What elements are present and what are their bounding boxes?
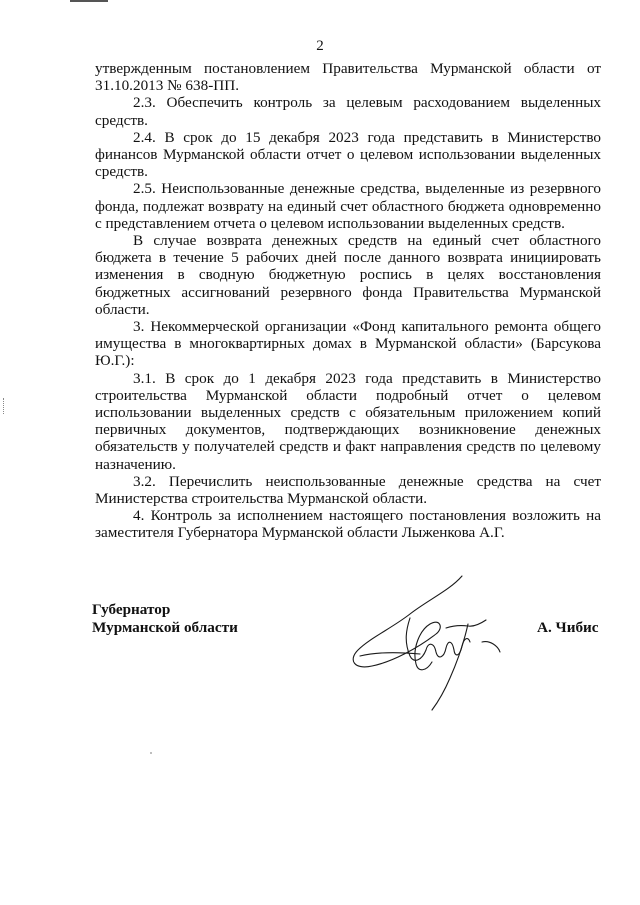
- signatory-title-line2: Мурманской области: [92, 618, 238, 636]
- paragraph-2-5: 2.5. Неиспользованные денежные средства, выделенные из резервного фонда, подлежат возврату на единый счет областного бюджета одновременно с представлением отчета о целевом использовании выделенных средств.: [95, 180, 601, 232]
- paragraph-2-4: 2.4. В срок до 15 декабря 2023 года представить в Министерство финансов Мурманской области отчет о целевом использовании выделенных средств.: [95, 128, 601, 181]
- paragraph-refund-case: В случае возврата денежных средств на единый счет областного бюджета в течение 5 рабочих дней после данного возврата инициировать изменения в сводную бюджетную роспись в целях восстановления бюджетных ассигнований резервного фонда Правительства Мурманской области.: [95, 232, 601, 318]
- scan-margin-marks: [3, 398, 6, 414]
- page-number: 2: [316, 38, 324, 54]
- handwritten-signature: [340, 568, 510, 713]
- paragraph-3-1: 3.1. В срок до 1 декабря 2023 года представить в Министерство строительства Мурманской области подробный отчет о целевом использовании выделенных средств с обязательным приложением копий первичных документов, подтверждающих возникновение денежных обязательств у получателей средств и факт направления средств по целевому назначению.: [95, 369, 601, 473]
- document-body: [95, 60, 601, 542]
- paragraph-continuation: утвержденным постановлением Правительства Мурманской области от 31.10.2013 № 638-ПП.: [95, 60, 601, 95]
- top-edge-rule: [70, 0, 108, 2]
- paragraph-3-2: 3.2. Перечислить неиспользованные денежные средства на счет Министерства строительства Мурманской области.: [95, 472, 601, 508]
- signatory-title: [92, 601, 238, 636]
- paragraph-2-3: 2.3. Обеспечить контроль за целевым расходованием выделенных средств.: [95, 94, 601, 129]
- paragraph-4: 4. Контроль за исполнением настоящего постановления возложить на заместителя Губернатора Мурманской области Лыженкова А.Г.: [95, 507, 601, 542]
- signatory-name: А. Чибис: [537, 619, 599, 636]
- paragraph-3: 3. Некоммерческой организации «Фонд капитального ремонта общего имущества в многоквартирных домах в Мурманской области» (Барсукова Ю.Г.):: [95, 318, 601, 370]
- scan-speck: [150, 752, 152, 754]
- signatory-title-line1: Губернатор: [92, 601, 171, 618]
